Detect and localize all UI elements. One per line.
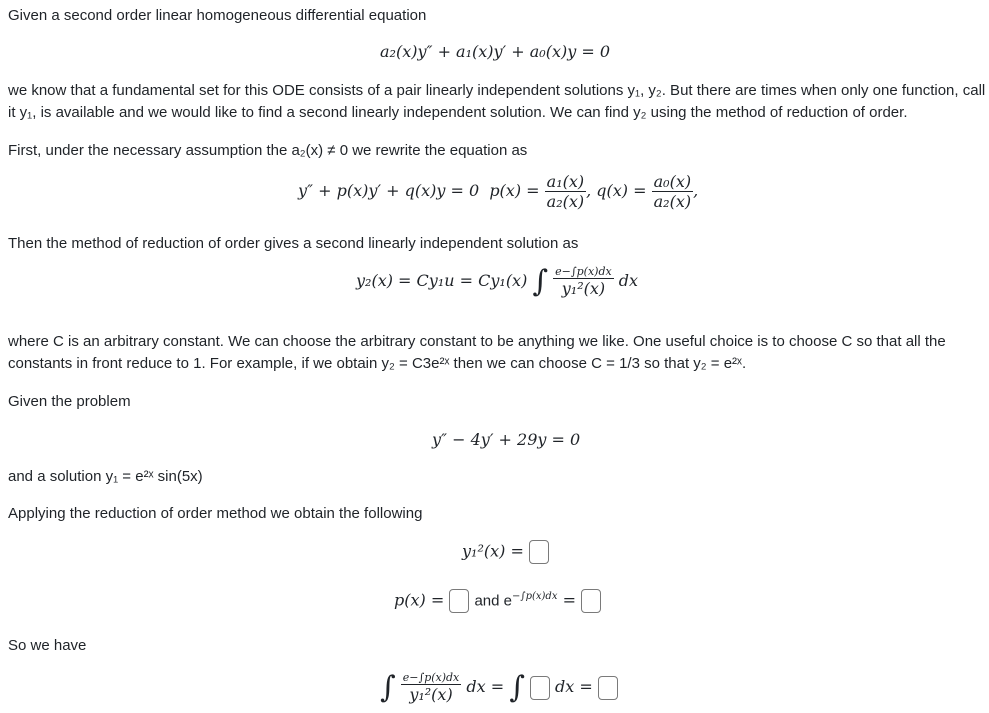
paragraph-first: First, under the necessary assumption the a₂(x) ≠ 0 we rewrite the equation as [8, 142, 528, 159]
paragraph-fundamental-line2: it y₁, is available and we would like to find a second linearly independent solution. We can find y₂ using the method of reduction of order. [8, 104, 908, 121]
p-def-label: p(x) = [489, 181, 540, 200]
p-input[interactable] [449, 589, 469, 613]
rewrite-equation: y″ + p(x)y′ + q(x)y = 0 p(x) = $\frac{\text{a₁(x)}}{\text{a₂(x)}}$ , q(x) = $\frac{\text{a₀(x)}}{\text{a₂(x)}}$ , [298, 172, 699, 211]
intro-text: Given a second order linear homogeneous differential equation [8, 7, 427, 24]
y2-numerator: e−∫p(x)dx [555, 265, 612, 278]
integral-symbol: ∫ [532, 264, 549, 299]
paragraph-fundamental-line1: we know that a fundamental set for this ODE consists of a pair linearly independent solutions y₁, y₂. But there are times when only one function, call [8, 82, 986, 99]
final-numerator: e−∫p(x)dx [402, 671, 460, 684]
and-e-text: and e [474, 592, 512, 610]
final-dx-equals-2: dx = [555, 677, 593, 696]
final-denominator: y₁²(x) [409, 685, 453, 704]
exponent-text: −∫p(x)dx [511, 591, 558, 603]
paragraph-where-line2: constants in front reduce to 1. For example, if we obtain y₂ = C3e²ˣ then we can choose C = 1/3 so that y₂ = e²ˣ. [8, 355, 747, 372]
so-we-have-text: So we have [8, 637, 87, 654]
y2-dx: dx [618, 271, 639, 290]
solution-text: and a solution y₁ = e²ˣ sin(5x) [8, 468, 203, 485]
y2-fraction [553, 265, 614, 298]
final-fraction [401, 671, 462, 704]
final-integral-symbol-2: ∫ [509, 670, 525, 705]
p-answer-label: p(x) = [394, 590, 445, 610]
y2-lhs: y₂(x) = Cy₁u = Cy₁(x) [356, 271, 528, 290]
integrand-input[interactable] [530, 676, 550, 700]
p-answer-row [394, 589, 601, 613]
y1-squared-input[interactable] [529, 540, 549, 564]
general-equation: a₂(x)y″ + a₁(x)y′ + a₀(x)y = 0 [380, 42, 611, 61]
p-fraction [545, 172, 586, 211]
p-numerator: a₁(x) [546, 172, 585, 191]
paragraph-then: Then the method of reduction of order gives a second linearly independent solution as [8, 235, 579, 252]
problem-equation: y″ − 4y′ + 29y = 0 [432, 430, 581, 449]
exp-equals: = [562, 590, 576, 610]
y2-formula [356, 264, 638, 299]
y2-denominator: y₁²(x) [561, 279, 606, 298]
integral-result-input[interactable] [598, 676, 618, 700]
exp-integral-input[interactable] [581, 589, 601, 613]
q-def-label: q(x) = [596, 181, 647, 200]
final-integral-symbol-1: ∫ [380, 670, 396, 705]
y1-squared-label: y₁²(x) = [462, 541, 524, 561]
paragraph-where-line1: where C is an arbitrary constant. We can choose the arbitrary constant to be anything we like. One useful choice is to choose C so that all the [8, 333, 946, 350]
applying-text: Applying the reduction of order method we obtain the following [8, 505, 423, 522]
given-problem-text: Given the problem [8, 393, 131, 410]
rewrite-lhs: y″ + p(x)y′ + q(x)y = 0 [298, 181, 480, 200]
q-fraction [652, 172, 693, 211]
q-denominator: a₂(x) [653, 192, 692, 211]
final-integral-row [380, 670, 618, 705]
p-denominator: a₂(x) [546, 192, 585, 211]
final-dx-equals-1: dx = [466, 677, 505, 696]
q-numerator: a₀(x) [653, 172, 692, 191]
y1-squared-answer-row [462, 540, 549, 564]
